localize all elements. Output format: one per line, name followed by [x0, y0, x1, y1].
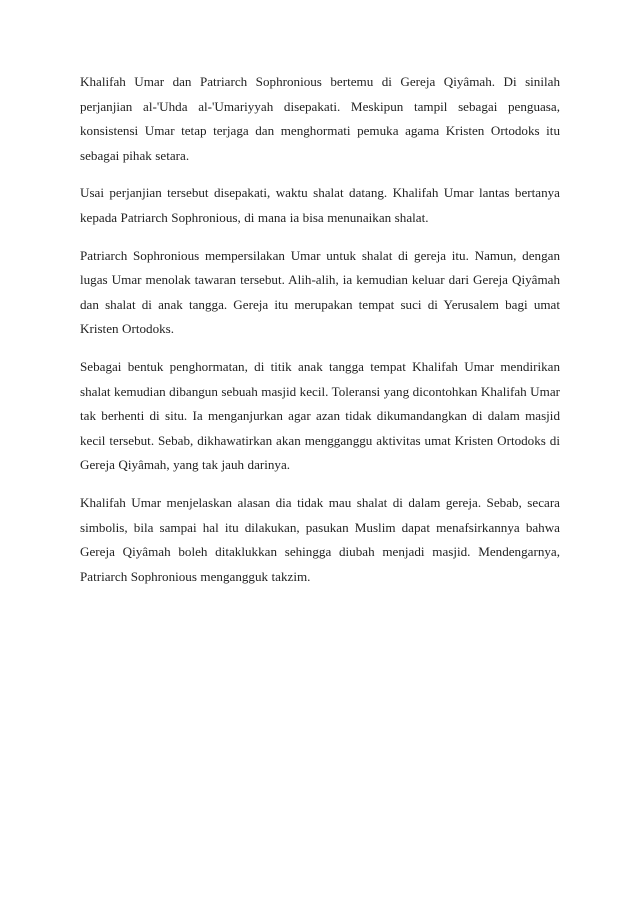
paragraph-1: Khalifah Umar dan Patriarch Sophronious bertemu di Gereja Qiyâmah. Di sinilah perjanjian al-'Uhda al-'Umariyyah disepakati. Meskipun tampil sebagai penguasa, konsistensi Umar tetap terjaga dan menghormati pemuka agama Kristen Ortodoks itu sebagai pihak setara. [80, 74, 560, 163]
document-body [80, 70, 560, 602]
paragraph-4: Sebagai bentuk penghormatan, di titik anak tangga tempat Khalifah Umar mendirikan shalat kemudian dibangun sebuah masjid kecil. Toleransi yang dicontohkan Khalifah Umar tak berhenti di situ. Ia menganjurkan agar azan tidak dikumandangkan di dalam masjid kecil tersebut. Sebab, dikhawatirkan akan mengganggu aktivitas umat Kristen Ortodoks di Gereja Qiyâmah, yang tak jauh darinya. [80, 358, 560, 473]
paragraph-2: Usai perjanjian tersebut disepakati, waktu shalat datang. Khalifah Umar lantas bertanya kepada Patriarch Sophronious, di mana ia bisa menunaikan shalat. [80, 185, 560, 225]
paragraph-3: Patriarch Sophronious mempersilakan Umar untuk shalat di gereja itu. Namun, dengan lugas Umar menolak tawaran tersebut. Alih-alih, ia kemudian keluar dari Gereja Qiyâmah dan shalat di anak tangga. Gereja itu merupakan tempat suci di Yerusalem bagi umat Kristen Ortodoks. [80, 247, 560, 337]
paragraph-5: Khalifah Umar menjelaskan alasan dia tidak mau shalat di dalam gereja. Sebab, secara simbolis, bila sampai hal itu dilakukan, pasukan Muslim dapat menafsirkannya bahwa Gereja Qiyâmah boleh ditaklukkan sehingga diubah menjadi masjid. Mendengarnya, Patriarch Sophronious mengangguk takzim. [80, 494, 560, 584]
